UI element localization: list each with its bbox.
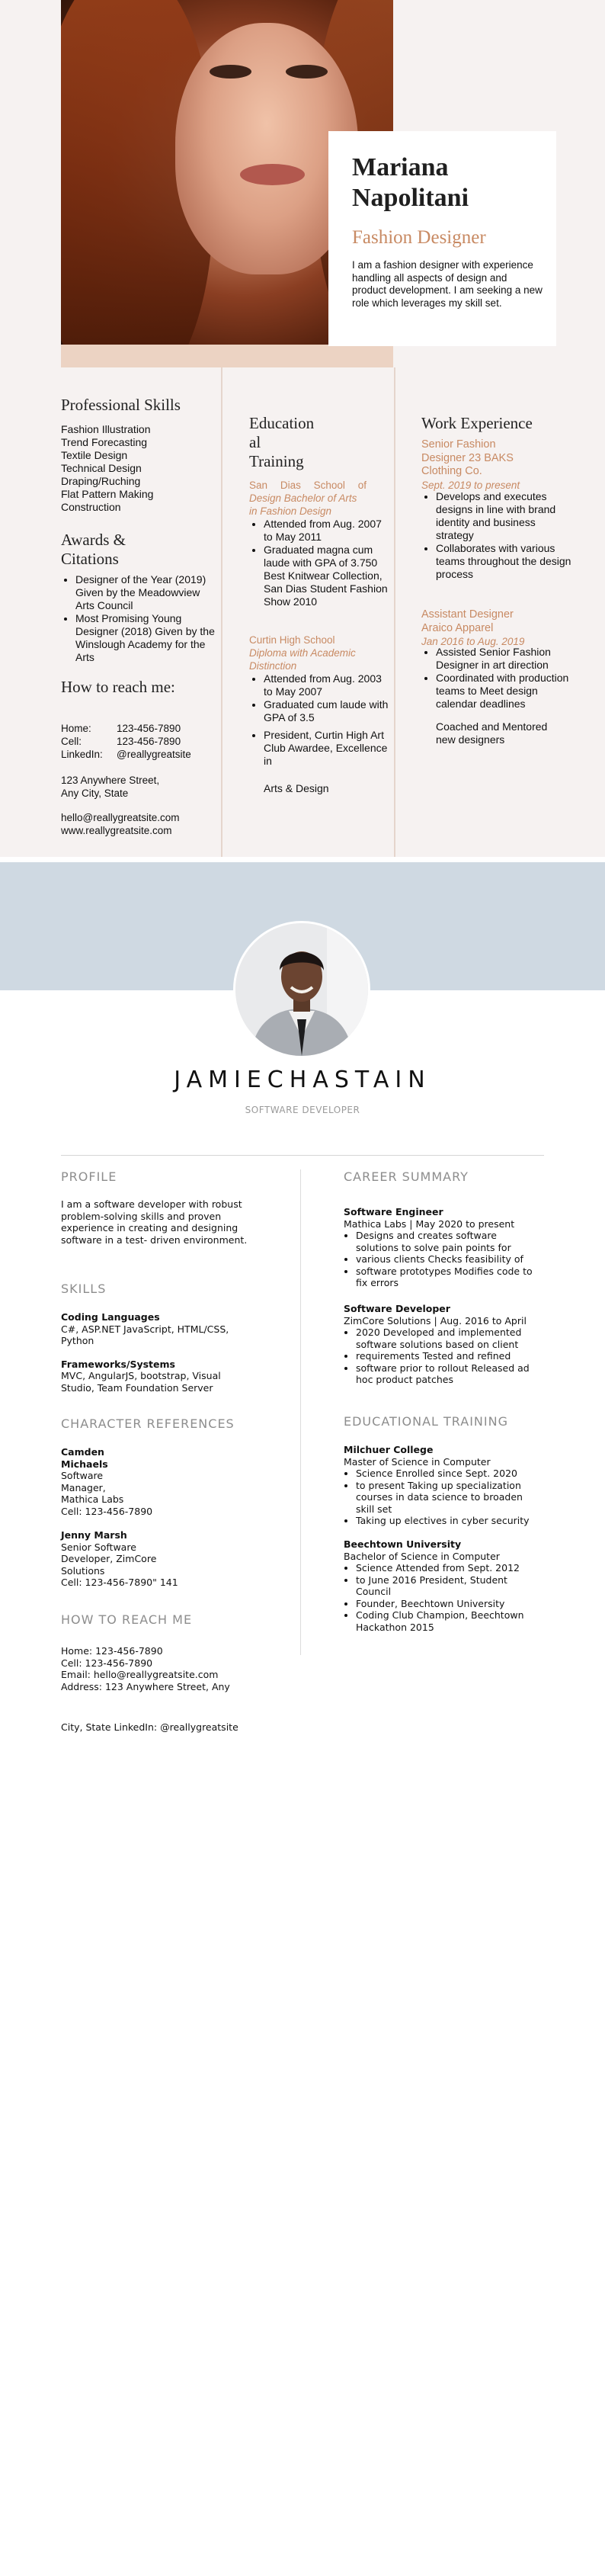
ref1-line: Manager, bbox=[61, 1481, 106, 1493]
awards-list bbox=[61, 573, 220, 664]
education-heading: EDUCATIONAL TRAINING bbox=[344, 1414, 508, 1429]
job2-point: • Assisted Senior Fashion Designer in art direction bbox=[436, 646, 573, 672]
avatar-illustration bbox=[235, 923, 368, 1056]
skill-item: Construction bbox=[61, 501, 121, 513]
ref1-line: Mathica Labs bbox=[61, 1493, 124, 1505]
name-last: Napolitani bbox=[352, 184, 469, 212]
job1-point: • various clients Checks feasibility of bbox=[356, 1253, 534, 1266]
linkedin-handle[interactable]: @reallygreatsite bbox=[117, 749, 191, 760]
job1-title: Clothing Co. bbox=[421, 465, 482, 477]
edu1-degree: Design Bachelor of Arts bbox=[249, 492, 357, 504]
contact-label: Home: bbox=[61, 723, 91, 734]
address-line: Any City, State bbox=[61, 788, 129, 799]
job1-meta: Mathica Labs | May 2020 to present bbox=[344, 1217, 515, 1230]
edu2-degree: Distinction bbox=[249, 660, 297, 672]
job1-point: • Designs and creates software solutions to solve pain points for bbox=[356, 1230, 534, 1253]
reach-line: Home: 123-456-7890 bbox=[61, 1645, 163, 1657]
skills-heading: SKILLS bbox=[61, 1282, 107, 1296]
home-phone: 123-456-7890 bbox=[117, 723, 181, 734]
ref1-name: Michaels bbox=[61, 1458, 108, 1470]
edu2-points bbox=[249, 672, 393, 768]
photo-eye bbox=[210, 65, 251, 79]
edu2-degree: Diploma with Academic bbox=[249, 647, 356, 659]
photo-eye bbox=[286, 65, 328, 79]
job2-points bbox=[421, 646, 573, 711]
job2-point: • requirements Tested and refined bbox=[356, 1350, 534, 1362]
edu2-point: • Science Attended from Sept. 2012 bbox=[356, 1562, 534, 1574]
name-first: Mariana bbox=[352, 153, 449, 181]
job2-title: Araico Apparel bbox=[421, 621, 494, 634]
references-heading: CHARACTER REFERENCES bbox=[61, 1416, 235, 1431]
edu2-point: • Attended from Aug. 2003 to May 2007 bbox=[264, 672, 393, 698]
skill-item: Technical Design bbox=[61, 462, 142, 474]
edu2-header bbox=[249, 634, 379, 672]
reach-line[interactable]: Email: hello@reallygreatsite.com bbox=[61, 1669, 219, 1680]
edu2-school: Beechtown University bbox=[344, 1538, 462, 1550]
edu2-point: • Coding Club Champion, Beechtown Hackathon 2015 bbox=[356, 1609, 534, 1633]
skill-item: Textile Design bbox=[61, 449, 128, 461]
job1-point: • Develops and executes designs in line with brand identity and business strategy bbox=[436, 490, 573, 542]
edu1-point: • Science Enrolled since Sept. 2020 bbox=[356, 1468, 534, 1480]
frameworks-label: Frameworks/Systems bbox=[61, 1358, 175, 1370]
job-title: Fashion Designer bbox=[352, 227, 486, 248]
job2-title: Assistant Designer bbox=[421, 608, 514, 621]
candidate-name: JAMIECHASTAIN bbox=[174, 1067, 431, 1093]
job2-point: • Coordinated with production teams to Meet design calendar deadlines bbox=[436, 672, 573, 711]
edu2-points bbox=[344, 1562, 534, 1633]
job1-title: Senior Fashion bbox=[421, 438, 496, 451]
job1-header bbox=[421, 438, 520, 492]
edu1-points bbox=[249, 518, 393, 608]
website-link[interactable]: www.reallygreatsite.com bbox=[61, 825, 172, 836]
coding-text: C#, ASP.NET JavaScript, HTML/CSS, Python bbox=[61, 1323, 229, 1346]
column-divider bbox=[394, 367, 395, 857]
job1-dates: Sept. 2019 to present bbox=[421, 479, 520, 491]
edu2-block bbox=[344, 1538, 534, 1633]
job2-meta: ZimCore Solutions | Aug. 2016 to April bbox=[344, 1314, 527, 1326]
edu2-point: • Founder, Beechtown University bbox=[356, 1598, 534, 1610]
column-divider bbox=[221, 367, 222, 857]
awards-heading-line: Awards & bbox=[61, 531, 126, 549]
job1-block bbox=[344, 1206, 534, 1289]
ref1-name: Camden bbox=[61, 1446, 104, 1458]
job1-point: • Collaborates with various teams throughout the design process bbox=[436, 542, 573, 581]
job2-point: • software prior to rollout Released ad hoc product patches bbox=[356, 1362, 534, 1386]
edu1-school: San Dias School of bbox=[249, 480, 367, 491]
job1-title: Software Engineer bbox=[344, 1206, 443, 1217]
fashion-resume-page bbox=[0, 0, 605, 857]
contact-label: Cell: bbox=[61, 736, 82, 747]
photo-lips bbox=[240, 164, 305, 185]
education-heading-line: Education bbox=[249, 414, 315, 432]
work-heading: Work Experience bbox=[421, 414, 533, 432]
developer-resume-page bbox=[0, 862, 605, 2576]
reach-block bbox=[61, 1645, 290, 1692]
skill-item: Trend Forecasting bbox=[61, 436, 148, 448]
edu1-degree: Master of Science in Computer bbox=[344, 1455, 491, 1468]
cell-phone: 123-456-7890 bbox=[117, 736, 181, 747]
reach-line: Cell: 123-456-7890 bbox=[61, 1657, 153, 1669]
profile-text: I am a software developer with robust problem-solving skills and proven experience in creating and designing software in a test- driven environment. bbox=[61, 1198, 248, 1246]
edu1-degree: in Fashion Design bbox=[249, 505, 332, 517]
coding-label: Coding Languages bbox=[61, 1311, 160, 1323]
award-item: • Most Promising Young Designer (2018) Given by the Winslough Academy for the Arts bbox=[75, 612, 220, 664]
skill-item: Draping/Ruching bbox=[61, 475, 141, 487]
job2-tail: Coached and Mentored new designers bbox=[436, 720, 548, 746]
job2-point: • 2020 Developed and implemented software solutions based on client bbox=[356, 1326, 534, 1350]
header-divider bbox=[61, 1155, 544, 1156]
contact-block bbox=[61, 722, 221, 837]
edu1-header bbox=[249, 479, 367, 518]
ref2-name: Jenny Marsh bbox=[61, 1529, 127, 1541]
skills-list bbox=[61, 423, 153, 514]
edu2-point: • to June 2016 President, Student Council bbox=[356, 1574, 534, 1598]
candidate-name bbox=[352, 152, 469, 213]
frameworks-text: MVC, AngularJS, bootstrap, Visual Studio, Team Foundation Server bbox=[61, 1370, 221, 1394]
summary-text: I am a fashion designer with experience handling all aspects of design and product development. I am seeking a new role which leverages my skill set. bbox=[352, 259, 543, 309]
education-heading bbox=[249, 414, 314, 471]
skills-block bbox=[61, 1311, 251, 1394]
edu1-points bbox=[344, 1468, 534, 1527]
reach-line: Address: 123 Anywhere Street, Any bbox=[61, 1680, 230, 1692]
ref1-line: Software bbox=[61, 1470, 104, 1481]
job2-points bbox=[344, 1326, 534, 1386]
job2-header bbox=[421, 608, 524, 649]
job1-points bbox=[344, 1230, 534, 1289]
skill-item: Flat Pattern Making bbox=[61, 488, 154, 500]
edu2-point: • Graduated cum laude with GPA of 3.5 bbox=[264, 698, 393, 724]
column-divider bbox=[300, 1169, 301, 1655]
references-block bbox=[61, 1446, 198, 1589]
contact-label: LinkedIn: bbox=[61, 749, 103, 760]
job1-points bbox=[421, 490, 573, 581]
edu1-school: Milchuer College bbox=[344, 1444, 434, 1455]
reach-heading: How to reach me: bbox=[61, 678, 175, 696]
job1-title: Designer 23 BAKS bbox=[421, 451, 514, 464]
career-heading: CAREER SUMMARY bbox=[344, 1169, 469, 1184]
education-heading-line: al bbox=[249, 433, 261, 451]
skills-heading: Professional Skills bbox=[61, 396, 181, 414]
edu1-point: • Attended from Aug. 2007 to May 2011 bbox=[264, 518, 393, 544]
ref1-line: Cell: 123-456-7890 bbox=[61, 1505, 153, 1517]
award-item: • Designer of the Year (2019) Given by the Meadowview Arts Council bbox=[75, 573, 220, 612]
edu2-degree: Bachelor of Science in Computer bbox=[344, 1550, 500, 1562]
ref2-line: Cell: 123-456-7890" 141 bbox=[61, 1577, 178, 1588]
ref2-line: Senior Software bbox=[61, 1541, 136, 1553]
profile-photo bbox=[233, 921, 370, 1058]
address-line: 123 Anywhere Street, bbox=[61, 775, 160, 786]
edu1-point: • Taking up electives in cyber security bbox=[356, 1515, 534, 1527]
profile-heading: PROFILE bbox=[61, 1169, 117, 1184]
skill-item: Fashion Illustration bbox=[61, 423, 151, 435]
name-card bbox=[328, 131, 556, 346]
edu1-point: • Graduated magna cum laude with GPA of 3.750 Best Knitwear Collection, San Dias Student Fashion Show 2010 bbox=[264, 544, 393, 608]
job2-block bbox=[344, 1303, 534, 1386]
reach-tail: City, State LinkedIn: @reallygreatsite bbox=[61, 1721, 238, 1733]
awards-heading-line: Citations bbox=[61, 550, 119, 568]
accent-bar bbox=[61, 345, 393, 367]
job2-dates: Jan 2016 to Aug. 2019 bbox=[421, 636, 525, 647]
edu1-point: • to present Taking up specialization courses in data science to broaden skill set bbox=[356, 1480, 534, 1516]
edu2-point: • President, Curtin High Art Club Awardee, Excellence in bbox=[264, 729, 393, 768]
education-heading-line: Training bbox=[249, 452, 304, 470]
reach-heading: HOW TO REACH ME bbox=[61, 1612, 193, 1627]
edu2-school: Curtin High School bbox=[249, 634, 335, 646]
job-role: SOFTWARE DEVELOPER bbox=[245, 1105, 360, 1115]
ref2-line: Solutions bbox=[61, 1564, 105, 1577]
email-link[interactable]: hello@reallygreatsite.com bbox=[61, 812, 180, 823]
ref2-line: Developer, ZimCore bbox=[61, 1553, 157, 1564]
edu2-tail: Arts & Design bbox=[264, 782, 329, 794]
edu1-block bbox=[344, 1444, 534, 1527]
awards-heading bbox=[61, 531, 126, 569]
job2-title: Software Developer bbox=[344, 1303, 450, 1314]
job1-point: • software prototypes Modifies code to fix errors bbox=[356, 1266, 534, 1289]
